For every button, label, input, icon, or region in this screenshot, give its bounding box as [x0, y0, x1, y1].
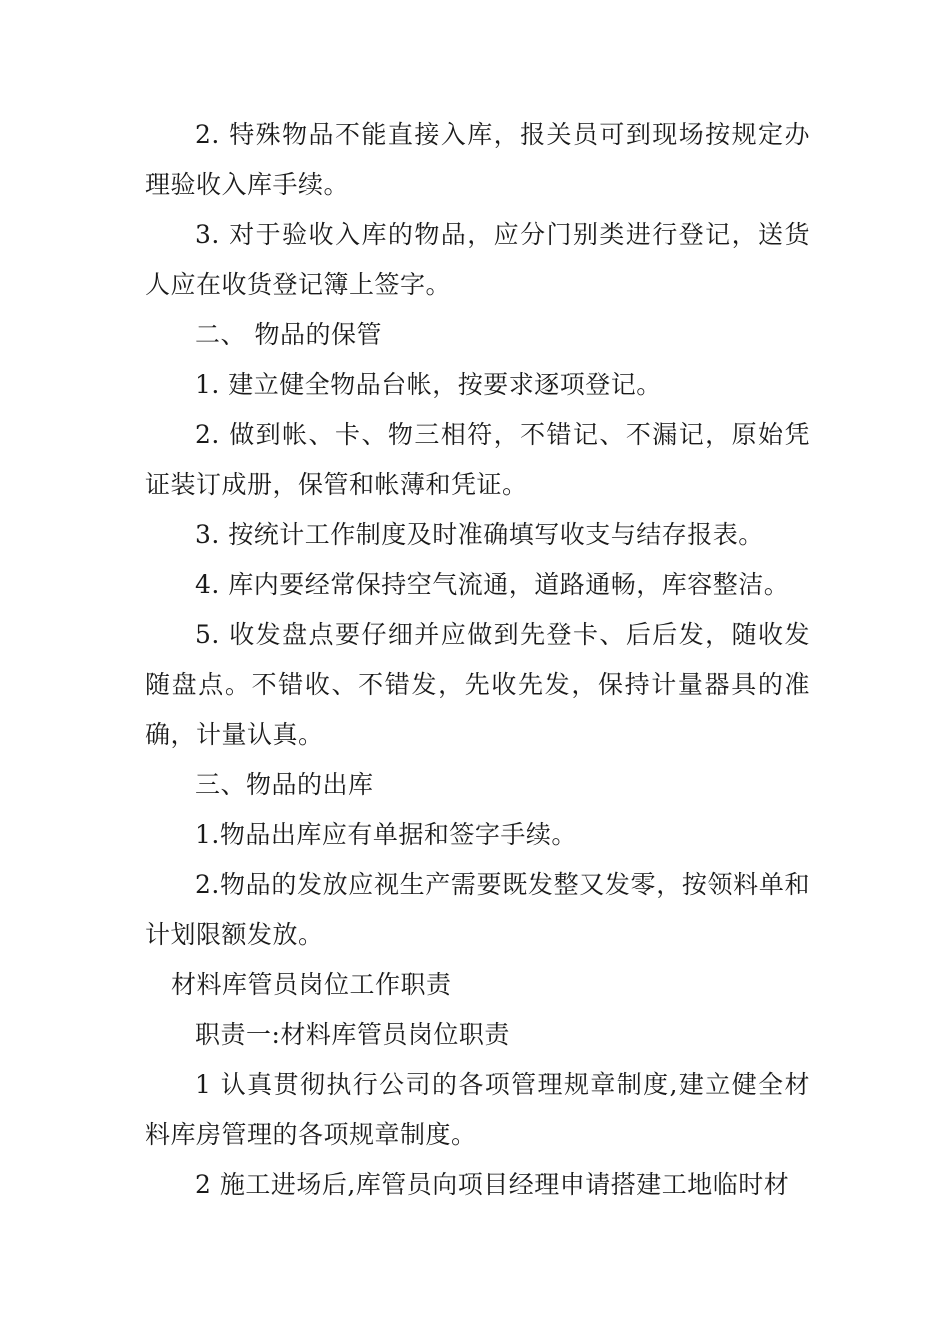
paragraph-issuing: 2.物品的发放应视生产需要既发整又发零，按领料单和计划限额发放。 [145, 870, 810, 949]
paragraph-ventilation: 4. 库内要经常保持空气流通，道路通畅，库容整洁。 [195, 570, 790, 599]
document-body [145, 110, 810, 1210]
paragraph-temporary-warehouse: 2 施工进场后,库管员向项目经理申请搭建工地临时材 [195, 1170, 790, 1199]
section-heading-outbound: 三、物品的出库 [195, 770, 374, 799]
paragraph-regulations: 1 认真贯彻执行公司的各项管理规章制度,建立健全材料库房管理的各项规章制度。 [145, 1070, 810, 1149]
paragraph-outbound-documents: 1.物品出库应有单据和签字手续。 [195, 820, 577, 849]
paragraph-statistics: 3. 按统计工作制度及时准确填写收支与结存报表。 [195, 520, 764, 549]
paragraph-registration: 3. 对于验收入库的物品，应分门别类进行登记，送货人应在收货登记簿上签字。 [145, 220, 810, 299]
paragraph-inventory: 5. 收发盘点要仔细并应做到先登卡、后后发，随收发随盘点。不错收、不错发，先收先发，保持计量器具的准确，计量认真。 [145, 620, 810, 749]
paragraph-ledger: 1. 建立健全物品台帐，按要求逐项登记。 [195, 370, 662, 399]
document-title: 材料库管员岗位工作职责 [171, 970, 452, 999]
section-heading-storage: 二、 物品的保管 [195, 320, 382, 349]
paragraph-special-items: 2. 特殊物品不能直接入库，报关员可到现场按规定办理验收入库手续。 [145, 120, 810, 199]
paragraph-three-match: 2. 做到帐、卡、物三相符，不错记、不漏记，原始凭证装订成册，保管和帐薄和凭证。 [145, 420, 810, 499]
subsection-heading-duty-one: 职责一:材料库管员岗位职责 [195, 1020, 510, 1049]
